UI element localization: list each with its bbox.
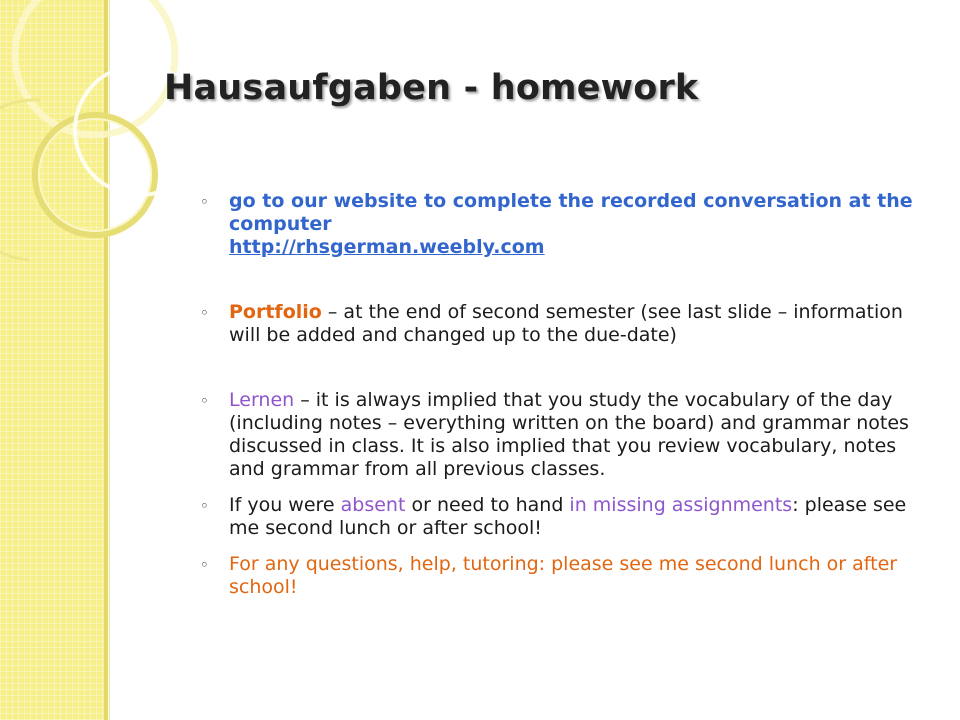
- website-link[interactable]: http://rhsgerman.weebly.com: [229, 236, 545, 258]
- website-instruction: go to our website to complete the recorded conversation at the computer: [229, 190, 913, 235]
- questions-text: For any questions, help, tutoring: please see me second lunch or after school!: [229, 553, 898, 598]
- missing-assignments-label: in missing assignments: [569, 494, 793, 516]
- list-item-portfolio: [200, 301, 935, 347]
- bullet-list: [200, 190, 935, 599]
- side-band: [0, 0, 104, 720]
- list-item-questions: [200, 553, 935, 599]
- lernen-label: Lernen: [229, 389, 295, 411]
- absent-text-3: : please see me second lunch or after school!: [229, 494, 907, 539]
- bullet-icon: ◦: [200, 193, 209, 211]
- list-item-lernen: [200, 389, 935, 481]
- slide-title: Hausaufgaben - homework: [164, 68, 699, 108]
- absent-label: absent: [340, 494, 406, 516]
- bullet-icon: ◦: [200, 497, 209, 515]
- side-rule: [104, 0, 108, 720]
- absent-text-2: or need to hand: [405, 494, 570, 516]
- list-item-absent: [200, 494, 935, 540]
- list-item-website: [200, 190, 935, 259]
- portfolio-label: Portfolio: [229, 301, 322, 323]
- lernen-text: – it is always implied that you study the vocabulary of the day (including notes – everything written on the board) and grammar notes discussed in class. It is also implied that you review vocabulary, notes and grammar from all previous classes.: [229, 389, 909, 480]
- portfolio-text: – at the end of second semester (see last slide – information will be added and changed up to the due-date): [229, 301, 903, 346]
- bullet-icon: ◦: [200, 392, 209, 410]
- absent-text-1: If you were: [229, 494, 341, 516]
- bullet-icon: ◦: [200, 556, 209, 574]
- bullet-icon: ◦: [200, 304, 209, 322]
- side-rule-inner: [109, 0, 110, 720]
